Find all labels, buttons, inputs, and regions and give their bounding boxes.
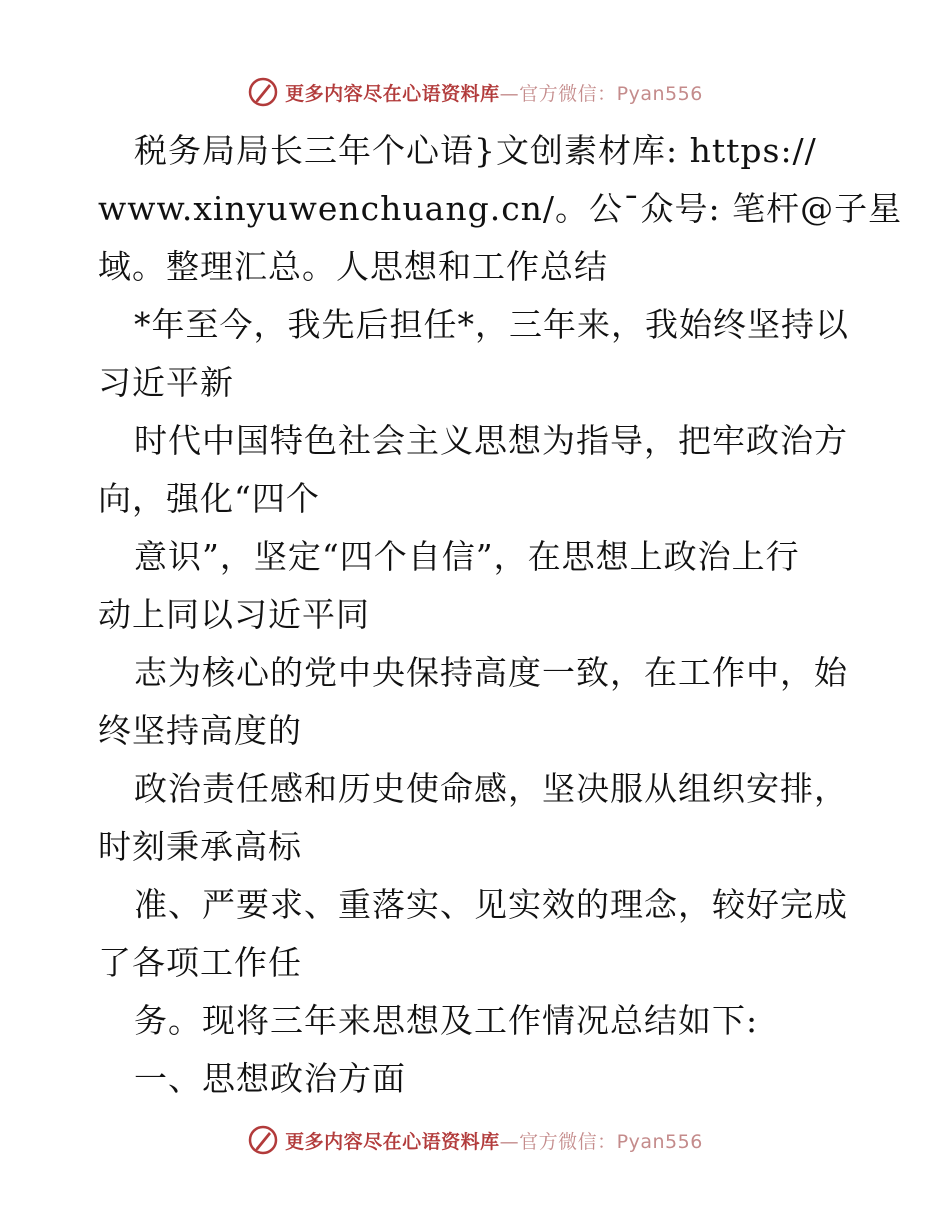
document-body xyxy=(98,122,903,1108)
body-line: 务。现将三年来思想及工作情况总结如下: xyxy=(134,1001,759,1040)
body-line: 意识”，坚定“四个自信”，在思想上政治上行 xyxy=(134,537,800,576)
banner-wechat: 官方微信：Pyan556 xyxy=(519,82,703,105)
body-line: www.xinyuwenchuang.cn/。公¯众号: 笔杆@子星 xyxy=(98,189,903,228)
banner-text xyxy=(285,79,703,106)
body-line: 习近平新 xyxy=(98,363,234,402)
footer-banner xyxy=(0,1120,950,1160)
banner-brand: 更多内容尽在心语资料库 xyxy=(285,1130,500,1153)
body-line: 时刻秉承高标 xyxy=(98,827,302,866)
banner-separator: — xyxy=(499,1130,520,1153)
banner-separator: — xyxy=(499,82,520,105)
banner-brand: 更多内容尽在心语资料库 xyxy=(285,82,500,105)
body-line: 向，强化“四个 xyxy=(98,479,320,518)
body-line: 了各项工作任 xyxy=(98,943,302,982)
body-line: 动上同以习近平同 xyxy=(98,595,370,634)
quill-pen-logo-icon xyxy=(247,76,279,108)
body-line: 准、严要求、重落实、见实效的理念，较好完成 xyxy=(134,885,848,924)
body-line: 税务局局长三年个心语}文创素材库: https:// xyxy=(134,131,817,170)
banner-wechat: 官方微信：Pyan556 xyxy=(519,1130,703,1153)
section-heading: 一、思想政治方面 xyxy=(134,1059,406,1098)
banner-text xyxy=(285,1127,703,1154)
body-line: 志为核心的党中央保持高度一致，在工作中，始 xyxy=(134,653,848,692)
body-line: *年至今，我先后担任*，三年来，我始终坚持以 xyxy=(134,305,849,344)
body-line: 政治责任感和历史使命感，坚决服从组织安排， xyxy=(134,769,848,808)
body-line: 域。整理汇总。人思想和工作总结 xyxy=(98,247,608,286)
body-line: 终坚持高度的 xyxy=(98,711,302,750)
body-line: 时代中国特色社会主义思想为指导，把牢政治方 xyxy=(134,421,848,460)
header-banner xyxy=(0,72,950,112)
quill-pen-logo-icon xyxy=(247,1124,279,1156)
